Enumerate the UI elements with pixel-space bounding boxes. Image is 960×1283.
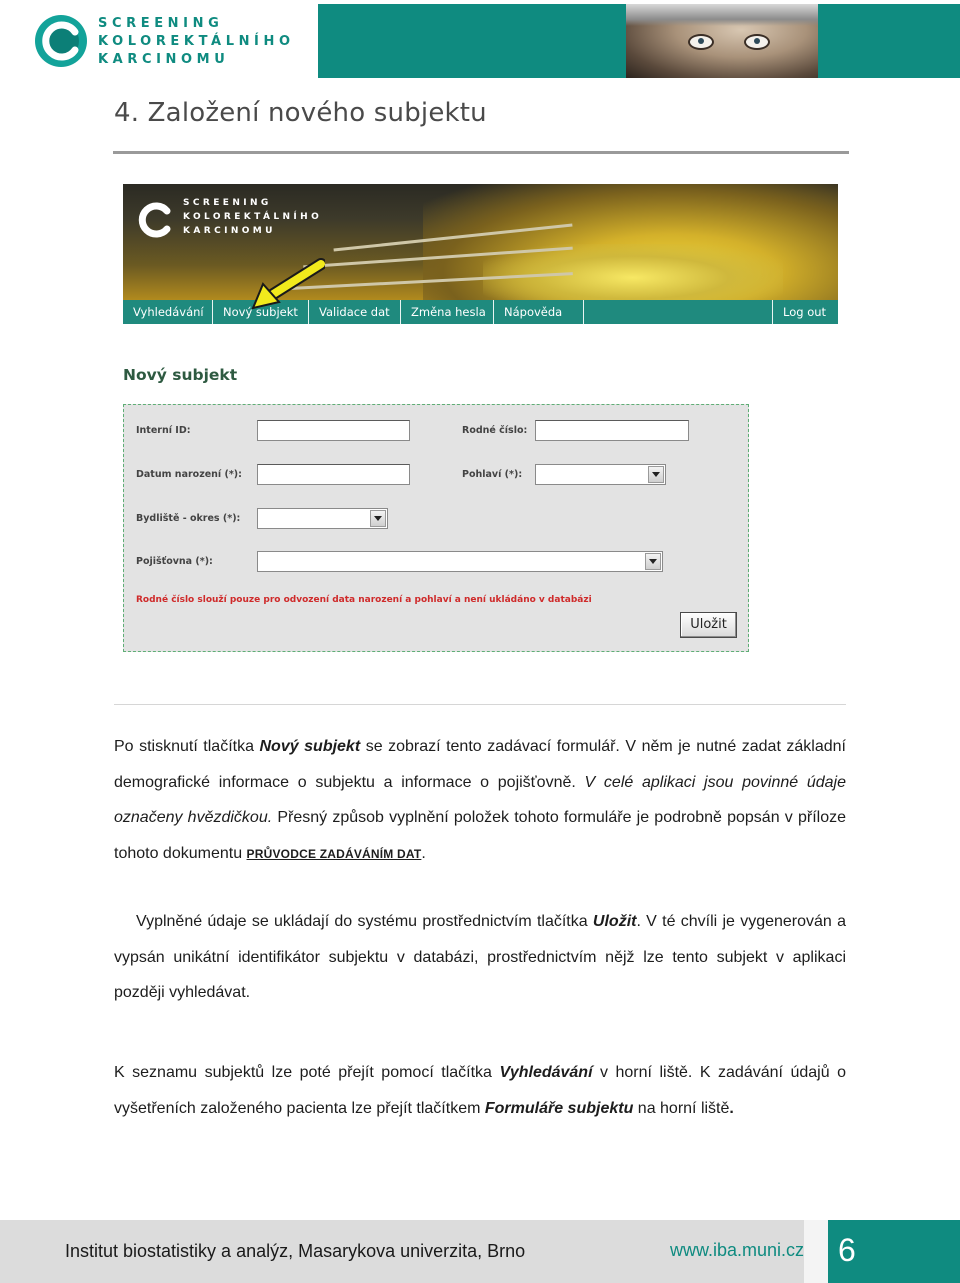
screening-logo-icon bbox=[34, 14, 88, 68]
app-banner-photo bbox=[123, 184, 838, 300]
app-logo-text bbox=[183, 196, 322, 238]
form-note: Rodné číslo slouží pouze pro odvození data narození a pohlaví a není ukládáno v databázi bbox=[136, 595, 592, 605]
document-title: 4. Založení nového subjektu bbox=[114, 98, 487, 128]
p2-text-a: Vyplněné údaje se ukládají do systému prostřednictvím tlačítka bbox=[136, 913, 593, 930]
new-subject-form bbox=[123, 404, 749, 652]
chevron-down-icon[interactable] bbox=[370, 510, 386, 527]
header-face-photo bbox=[626, 4, 818, 78]
p3-text-c: v horní liště. K zadávání údajů o vyšetřeních založeného pacienta lze přejít tlačítkem bbox=[114, 1064, 846, 1117]
chevron-down-icon[interactable] bbox=[645, 553, 661, 570]
logo-line-2: KOLOREKTÁLNÍHO bbox=[98, 34, 295, 49]
internal-id-label: Interní ID: bbox=[136, 425, 191, 436]
form-title: Nový subjekt bbox=[123, 366, 238, 384]
sex-select[interactable] bbox=[535, 464, 666, 485]
footer-url-link[interactable]: www.iba.muni.cz bbox=[670, 1240, 805, 1260]
app-logo-line-2: KOLOREKTÁLNÍHO bbox=[183, 212, 323, 222]
nav-log-out[interactable]: Log out bbox=[783, 305, 827, 319]
p3-text-a: K seznamu subjektů lze poté přejít pomocí tlačítka bbox=[114, 1064, 500, 1081]
logo-line-3: KARCINOMU bbox=[98, 52, 230, 67]
footer-institution: Institut biostatistiky a analýz, Masarykova univerzita, Brno bbox=[65, 1241, 526, 1261]
insurance-select[interactable] bbox=[257, 551, 663, 572]
p2-ulozit: Uložit bbox=[592, 913, 637, 930]
page-footer bbox=[0, 1220, 960, 1283]
nav-zmena-hesla[interactable]: Změna hesla bbox=[401, 300, 494, 324]
face-photo-eye bbox=[688, 34, 714, 50]
nav-vyhledavani[interactable]: Vyhledávání bbox=[123, 300, 213, 324]
chevron-down-icon[interactable] bbox=[648, 466, 664, 483]
district-label: Bydliště - okres (*): bbox=[136, 513, 241, 524]
birth-number-label: Rodné číslo: bbox=[462, 425, 528, 436]
p1-mandatory-note: V celé aplikaci jsou povinné údaje označeny hvězdičkou. bbox=[114, 773, 847, 826]
nav-novy-subjekt[interactable]: Nový subjekt bbox=[213, 300, 309, 324]
nav-napoveda[interactable]: Nápověda bbox=[494, 300, 584, 324]
app-logo-icon bbox=[133, 198, 177, 242]
p1-text-a: Po stisknutí tlačítka bbox=[114, 738, 260, 755]
p3-formulare-subjektu: Formuláře subjektu bbox=[484, 1099, 634, 1117]
section-divider bbox=[114, 704, 846, 705]
nav-spacer bbox=[584, 300, 773, 324]
paragraph-2 bbox=[114, 904, 846, 1011]
nav-validace-dat[interactable]: Validace dat bbox=[309, 300, 401, 324]
face-photo-eye bbox=[744, 34, 770, 50]
district-select[interactable] bbox=[257, 508, 388, 529]
header-logo-area bbox=[0, 0, 318, 78]
p3-vyhledavani: Vyhledávání bbox=[499, 1064, 593, 1081]
header-logo-text bbox=[98, 15, 295, 69]
app-logo-line-1: SCREENING bbox=[183, 198, 272, 208]
p2-text-c: . V té chvíli je vygenerován a vypsán unikátní identifikátor subjektu v databázi, prostřednictvím nějž lze tento subjekt v aplikaci později vyhledávat. bbox=[114, 913, 846, 1001]
save-button[interactable]: Uložit bbox=[680, 612, 737, 638]
logo-line-1: SCREENING bbox=[98, 16, 224, 31]
page-header bbox=[0, 0, 960, 78]
internal-id-input[interactable] bbox=[257, 420, 410, 441]
face-photo-hair bbox=[626, 4, 818, 26]
sex-label: Pohlaví (*): bbox=[462, 469, 523, 480]
insurance-label: Pojišťovna (*): bbox=[136, 556, 213, 567]
p1-novy-subjekt: Nový subjekt bbox=[259, 738, 361, 755]
p1-text-c: se zobrazí tento zadávací formulář. V něm je nutné zadat základní demografické informace o subjektu a informace o pojišťovně. bbox=[114, 738, 847, 791]
paragraph-3 bbox=[114, 1055, 846, 1126]
birth-number-input[interactable] bbox=[535, 420, 689, 441]
p3-text-e: na horní liště bbox=[633, 1099, 730, 1117]
p1-text-e: Přesný způsob vyplnění položek tohoto formuláře je podrobně popsán v příloze tohoto dokumentu bbox=[114, 809, 846, 862]
yellow-arrow-icon bbox=[249, 258, 325, 310]
birth-date-input[interactable] bbox=[257, 464, 410, 485]
birth-date-label: Datum narození (*): bbox=[136, 469, 242, 480]
paragraph-1 bbox=[114, 729, 846, 872]
p3-text-f: . bbox=[729, 1099, 734, 1117]
title-divider bbox=[113, 151, 849, 154]
p1-text-g: . bbox=[421, 844, 426, 862]
footer-separator bbox=[804, 1220, 828, 1283]
app-nav-bar bbox=[123, 300, 838, 324]
app-logo-line-3: KARCINOMU bbox=[183, 226, 276, 236]
page-number: 6 bbox=[838, 1232, 856, 1268]
appendix-link[interactable]: PRŮVODCE ZADÁVÁNÍM DAT bbox=[246, 846, 422, 861]
